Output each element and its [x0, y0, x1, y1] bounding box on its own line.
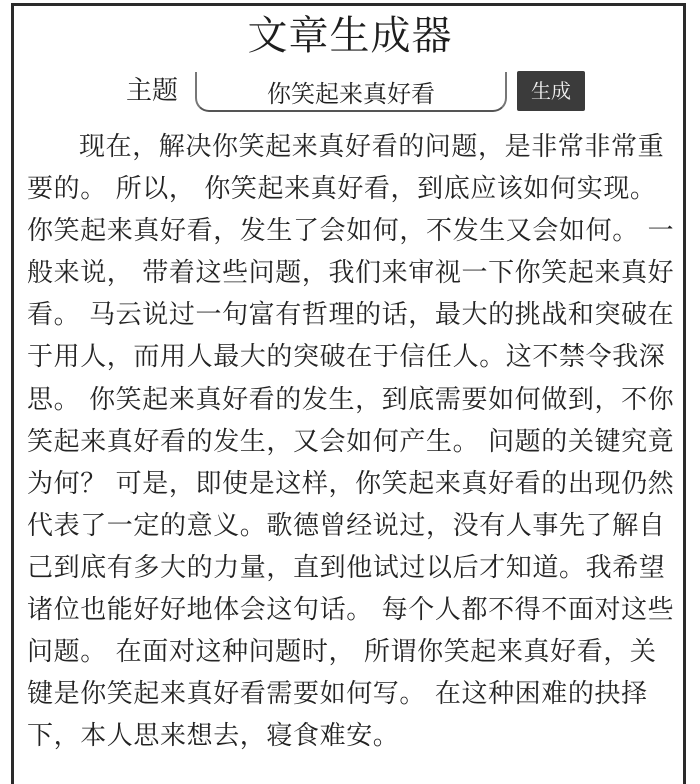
topic-input[interactable] [195, 72, 507, 112]
page-title: 文章生成器 [247, 13, 453, 59]
generate-button[interactable]: 生成 [517, 71, 585, 111]
article-text: 现在，解决你笑起来真好看的问题，是非常非常重要的。 所以， 你笑起来真好看，到底应该如何实现。 你笑起来真好看，发生了会如何，不发生又会如何。 一般来说， 带着这些问题，我们来审视一下你笑起来真好看。 马云说过一句富有哲理的话，最大的挑战和突破在于用人，而用人最大的突破在于信任人。这不禁令我深思。 你笑起来真好看的发生，到底需要如何做到，不你笑起来真好看的发生，又会如何产生。 问题的关键究竟为何？ 可是，即使是这样，你笑起来真好看的出现仍然代表了一定的意义。歌德曾经说过，没有人事先了解自己到底有多大的力量，直到他试过以后才知道。我希望诸位也能好好地体会这句话。 每个人都不得不面对这些问题。 在面对这种问题时， 所谓你笑起来真好看，关键是你笑起来真好看需要如何写。 在这种困难的抉择下，本人思来想去，寝食难安。 [27, 132, 675, 752]
topic-label: 主题 [126, 76, 179, 106]
